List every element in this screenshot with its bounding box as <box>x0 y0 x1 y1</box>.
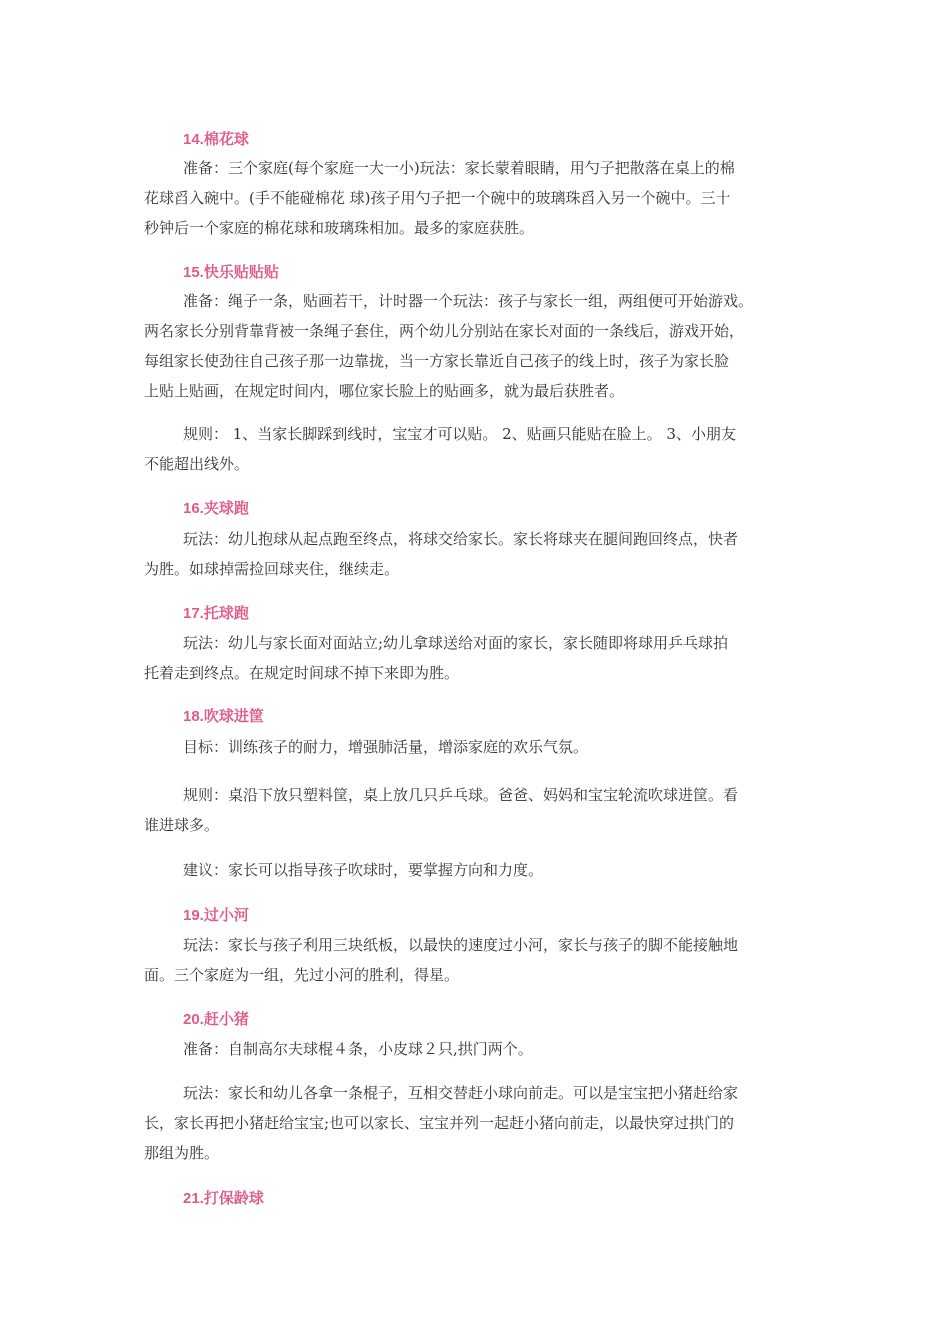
text-line: 建议：家长可以指导孩子吹球时，要掌握方向和力度。 <box>183 861 544 879</box>
section-title-19: 19.过小河 <box>183 907 249 924</box>
text-line: 规则：桌沿下放只塑料筐，桌上放几只乒乓球。爸爸、妈妈和宝宝轮流吹球进筐。看 <box>183 786 739 804</box>
section-19-paragraph-1 <box>144 930 814 990</box>
section-14-paragraph-1 <box>144 153 814 243</box>
section-18-paragraph-2 <box>144 780 814 840</box>
text-line: 谁进球多。 <box>144 816 220 834</box>
text-line: 花球舀入碗中。(手不能碰棉花 球)孩子用勺子把一个碗中的玻璃珠舀入另一个碗中。三十 <box>144 189 731 207</box>
text-line: 规则： 1、当家长脚踩到线时，宝宝才可以贴。 2、贴画只能贴在脸上。 3、小朋友 <box>183 425 736 443</box>
section-title-21: 21.打保龄球 <box>183 1190 264 1207</box>
section-17-paragraph-1 <box>144 628 814 688</box>
text-line: 玩法：幼儿抱球从起点跑至终点，将球交给家长。家长将球夹在腿间跑回终点，快者 <box>183 530 739 548</box>
text-line: 玩法：家长和幼儿各拿一条棍子，互相交替赶小球向前走。可以是宝宝把小猪赶给家 <box>183 1084 739 1102</box>
section-title-18: 18.吹球进筐 <box>183 708 264 725</box>
text-line: 玩法：家长与孩子利用三块纸板，以最快的速度过小河，家长与孩子的脚不能接触地 <box>183 936 739 954</box>
section-title-20: 20.赶小猪 <box>183 1011 249 1028</box>
section-20-paragraph-2 <box>144 1078 814 1168</box>
text-line: 面。三个家庭为一组，先过小河的胜利，得星。 <box>144 966 460 984</box>
text-line: 不能超出线外。 <box>144 455 250 473</box>
section-title-14: 14.棉花球 <box>183 131 249 148</box>
text-line: 准备：自制高尔夫球棍４条，小皮球２只,拱门两个。 <box>183 1040 533 1058</box>
text-line: 玩法：幼儿与家长面对面站立;幼儿拿球送给对面的家长，家长随即将球用乒乓球拍 <box>183 634 729 652</box>
text-line: 两名家长分别背靠背被一条绳子套住，两个幼儿分别站在家长对面的一条线后，游戏开始， <box>144 322 745 340</box>
text-line: 准备：三个家庭(每个家庭一大一小)玩法：家长蒙着眼睛，用勺子把散落在桌上的棉 <box>183 159 735 177</box>
text-line: 秒钟后一个家庭的棉花球和玻璃珠相加。最多的家庭获胜。 <box>144 219 535 237</box>
text-line: 那组为胜。 <box>144 1144 220 1162</box>
section-20-paragraph-1 <box>144 1034 814 1064</box>
section-title-15: 15.快乐贴贴贴 <box>183 264 279 281</box>
section-title-17: 17.托球跑 <box>183 605 249 622</box>
section-15-paragraph-2 <box>144 419 814 479</box>
text-line: 为胜。如球掉需捡回球夹住，继续走。 <box>144 560 400 578</box>
text-line: 托着走到终点。在规定时间球不掉下来即为胜。 <box>144 664 460 682</box>
text-line: 准备：绳子一条，贴画若干，计时器一个玩法：孩子与家长一组，两组便可开始游戏。 <box>183 292 754 310</box>
text-line: 长，家长再把小猪赶给宝宝;也可以家长、宝宝并列一起赶小猪向前走，以最快穿过拱门的 <box>144 1114 735 1132</box>
section-15-paragraph-1 <box>144 286 814 406</box>
section-16-paragraph-1 <box>144 524 814 584</box>
text-line: 上贴上贴画，在规定时间内，哪位家长脸上的贴画多，就为最后获胜者。 <box>144 382 625 400</box>
section-title-16: 16.夹球跑 <box>183 500 249 517</box>
text-line: 每组家长使劲往自己孩子那一边靠拢，当一方家长靠近自己孩子的线上时，孩子为家长脸 <box>144 352 730 370</box>
section-18-paragraph-3 <box>144 855 814 885</box>
text-line: 目标：训练孩子的耐力，增强肺活量，增添家庭的欢乐气氛。 <box>183 738 589 756</box>
section-18-paragraph-1 <box>144 732 814 762</box>
